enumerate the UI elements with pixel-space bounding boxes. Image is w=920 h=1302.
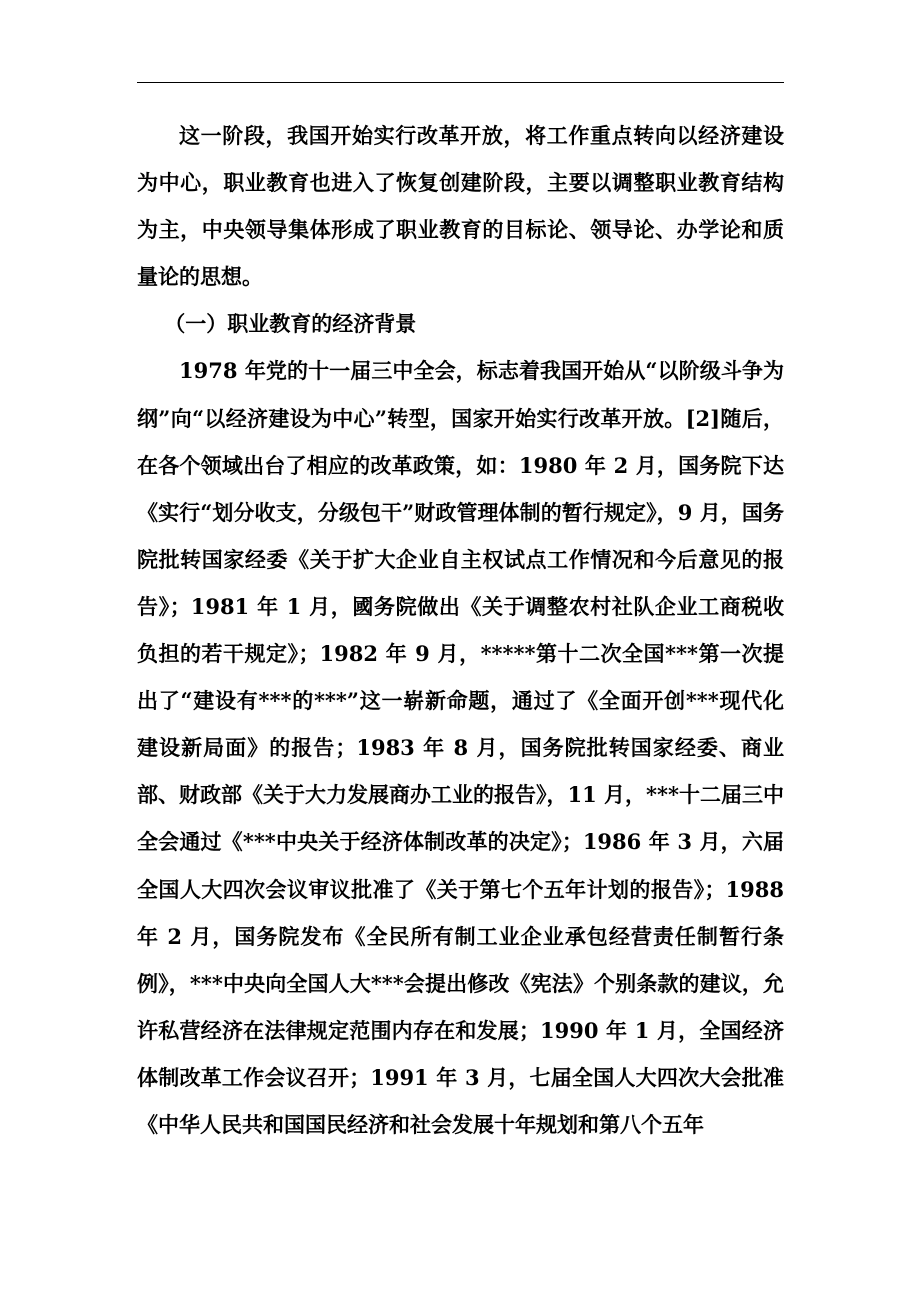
header-rule (137, 82, 784, 83)
paragraph-economic-background: 1978 年党的十一届三中全会，标志着我国开始从“以阶级斗争为纲”向“以经济建设为中心”转型，国家开始实行改革开放。[2]随后，在各个领域出台了相应的改革政策，如：1980 年 2 月，国务院下达《实行“划分收支，分级包干”财政管理体制的暂行规定》，9 月，国务院批转国家经委《关于扩大企业自主权试点工作情况和今后意见的报告》；1981 年 1 月，國务院做出《关于调整农村社队企业工商税收负担的若干规定》；1982 年 9 月，*****第十二次全国***第一次提出了“建设有***的***”这一崭新命题，通过了《全面开创***现代化建设新局面》的报告；1983 年 8 月，国务院批转国家经委、商业部、财政部《关于大力发展商办工业的报告》，11 月，***十二届三中全会通过《***中央关于经济体制改革的决定》；1986 年 3 月，六届全国人大四次会议审议批准了《关于第七个五年计划的报告》；1988 年 2 月，国务院发布《全民所有制工业企业承包经营责任制暂行条例》，***中央向全国人大***会提出修改《宪法》个别条款的建议，允许私营经济在法律规定范围内存在和发展；1990 年 1 月，全国经济体制改革工作会议召开；1991 年 3 月，七届全国人大四次大会批准《中华人民共和国国民经济和社会发展十年规划和第八个五年 (137, 358, 784, 1137)
paragraph-stage-intro: 这一阶段，我国开始实行改革开放，将工作重点转向以经济建设为中心，职业教育也进入了恢复创建阶段，主要以调整职业教育结构为主，中央领导集体形成了职业教育的目标论、领导论、办学论和质量论的思想。 (137, 123, 784, 290)
section-heading: （一）职业教育的经济背景 (164, 311, 417, 337)
document-body (137, 112, 784, 1148)
